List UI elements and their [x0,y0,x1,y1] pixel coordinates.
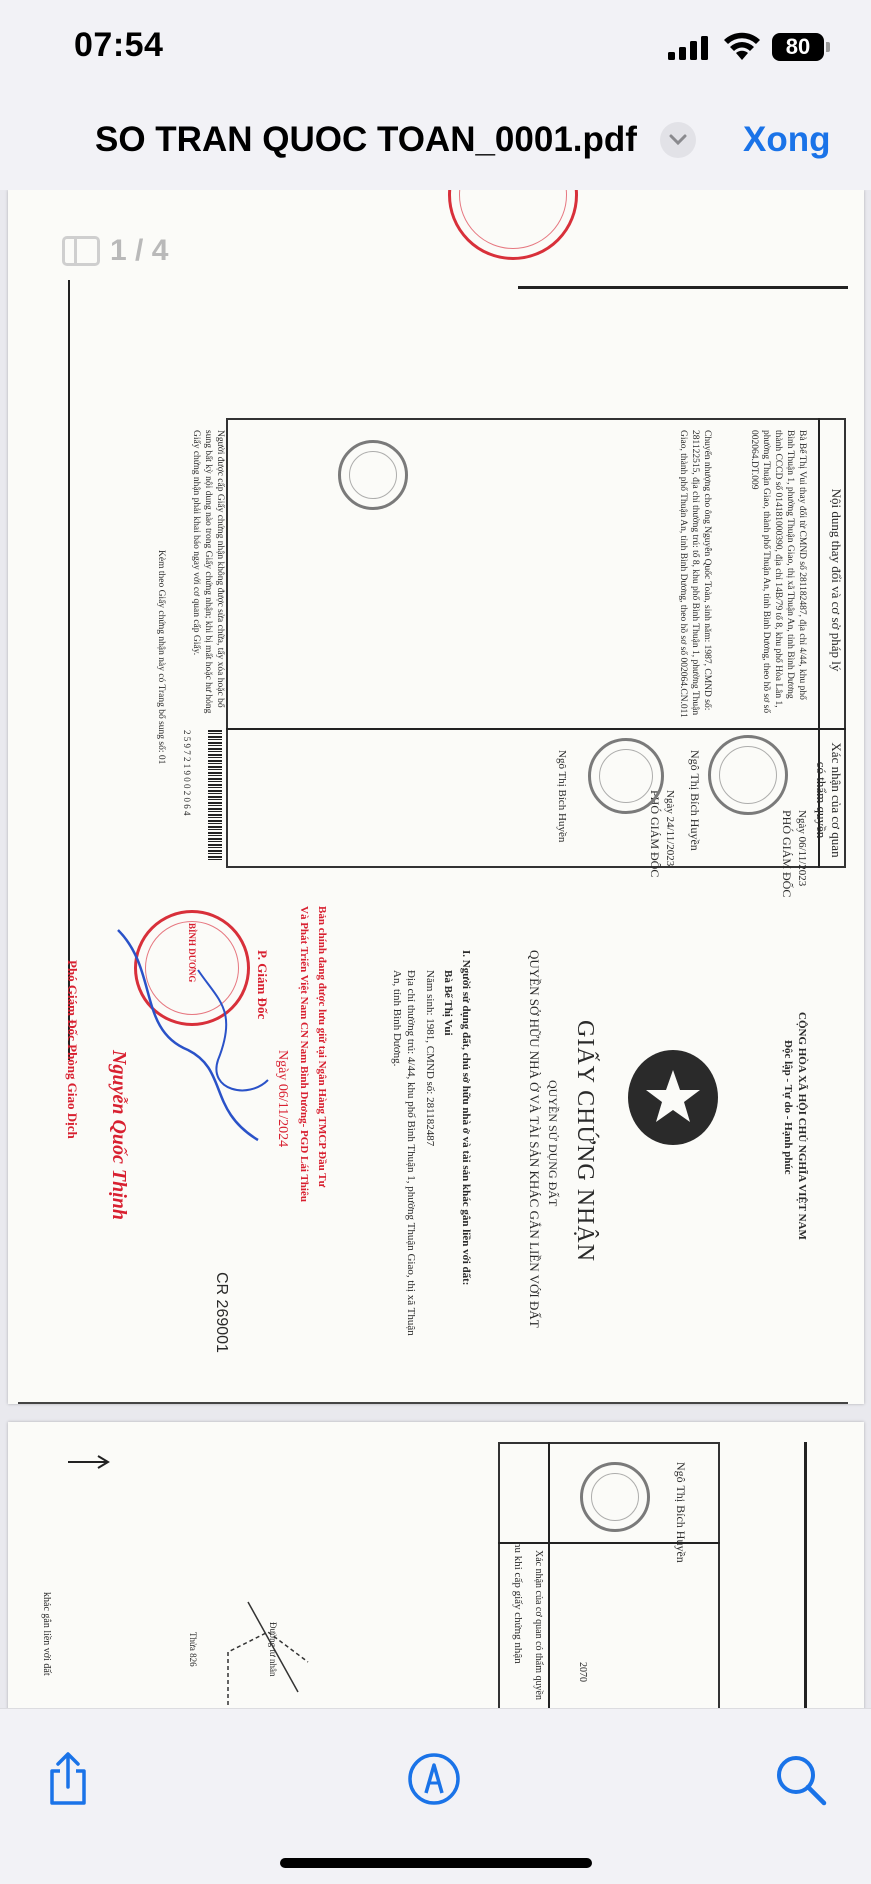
page2-road: Đường tư nhân [268,1622,278,1677]
page2-left-text: khác gắn liền với đất [41,1592,52,1676]
change-text-2: Chuyển nhượng cho ông Nguyễn Quốc Toàn, sinh năm: 1987, CMND số: 281122515, địa chỉ thường trú: tổ 8, khu phố Bình Thuận 1, phường Thuận Giao, thành phố Thuận An, tỉnh Bình Dương, theo hồ sơ số 002064.CN.011 [678,430,712,718]
page2-year: 2070 [577,1662,588,1682]
north-arrow [68,1452,118,1472]
pdf-page-2[interactable] [8,1422,864,1708]
owner-info: Năm sinh: 1981, CMND số: 281182487 [424,970,436,1147]
approval-signer-2: Ngô Thị Bích Huyền [556,750,568,843]
share-icon [38,1749,98,1809]
small-seal [338,440,408,510]
owner-name: Bà Bế Thị Vui [442,970,454,1036]
page2-heading: nu khi cấp giấy chứng nhận [512,1542,524,1664]
parcel-diagram [208,1582,328,1708]
bank-date: Ngày 06/11/2024 [275,1050,290,1148]
scan-edge-line [18,1402,848,1404]
nav-bar [0,96,871,188]
owner-address: Địa chỉ thường trú: 4/44, khu phố Bình Thuận 1, phường Thuận Giao, thị xã Thuận An, tỉnh Bình Dương. [391,970,417,1336]
home-indicator[interactable] [280,1858,592,1868]
motto-header: Độc lập - Tự do - Hạnh phúc [782,1040,794,1175]
pdf-page-1[interactable] [8,190,864,1404]
scan-edge-line [518,286,848,289]
approval-seal-2 [588,738,664,814]
table-col1-header: Nội dung thay đổi và cơ sở pháp lý [829,488,844,672]
bank-text-2: Và Phát Triển Việt Nam CN Nam Bình Dương- PGD Lái Thiêu [298,906,310,1202]
north-arrow-icon [68,1452,118,1472]
cellular-signal-icon [668,36,710,60]
status-time: 07:54 [74,26,164,64]
bank-role: P. Giám Đốc [255,950,270,1020]
bank-signer-title: Phó Giám Đốc Phòng Giao Dịch [65,960,80,1139]
search-button[interactable] [770,1749,830,1809]
star-icon [628,1050,718,1145]
search-icon [770,1749,830,1809]
approval-seal-1 [708,735,788,815]
bank-text-1: Bản chính đang được lưu giữ tại Ngân Hàng TMCP Đầu Tư [316,906,328,1188]
cert-title: GIẤY CHỨNG NHẬN [572,1020,598,1263]
barcode [208,730,222,860]
approval-role-2: PHÓ GIÁM ĐỐC [648,790,662,878]
markup-button[interactable] [404,1749,464,1809]
handwritten-signature [98,910,278,1150]
owner-heading: I. Người sử dụng đất, chủ sở hữu nhà ở và tài sản khác gắn liền với đất: [460,950,472,1286]
title-menu-button[interactable] [660,122,696,158]
scan-edge-line [68,280,70,1060]
note-text: Người được cấp Giấy chứng nhận không được sửa chữa, tẩy xóa hoặc bổ sung bất kỳ nội dung nào trong Giấy chứng nhận; khi bị mất hoặc hư hỏng Giấy chứng nhận phải khai báo ngay với cơ quan cấp Giấy. [191,430,225,714]
cert-sub1: QUYỀN SỬ DỤNG ĐẤT [546,1080,560,1207]
battery-indicator: 80 [772,33,824,61]
bank-seal-text: BÌNH DƯƠNG [187,923,197,983]
status-bar [0,0,871,96]
page2-seal [580,1462,650,1532]
done-button[interactable]: Xong [743,120,831,159]
cert-sub2: QUYỀN SỞ HỮU NHÀ Ở VÀ TÀI SẢN KHÁC GẮN LIỀN VỚI ĐẤT [527,950,542,1328]
battery-cap [826,42,830,52]
sidebar-icon [62,236,100,266]
national-emblem [628,1050,718,1145]
page2-edge-line [804,1442,807,1708]
share-button[interactable] [38,1749,98,1809]
pdf-viewport[interactable] [0,190,871,1708]
document-title[interactable]: SO TRAN QUOC TOAN_0001.pdf [95,120,637,159]
republic-header: CỘNG HÒA XÃ HỘI CHỦ NGHĨA VIỆT NAM [796,1012,808,1240]
red-seal-stamp [448,190,578,260]
page2-parcel: Thửa 826 [188,1632,198,1667]
markup-icon [404,1749,464,1809]
approval-signer-1: Ngô Thị Bích Huyền [688,750,702,851]
page-indicator[interactable] [62,234,168,268]
attach-text: Kèm theo Giấy chứng nhận này có Trang bổ sung số: 01 [156,550,166,765]
bank-signer: Nguyễn Quốc Thịnh [108,1050,130,1221]
approval-date-2: Ngày 24/11/2023 [664,790,676,867]
approval-date-1: Ngày 06/11/2023 [796,810,808,887]
wifi-icon [722,30,762,62]
page2-column: Xác nhận của cơ quan có thẩm quyền [533,1550,544,1700]
barcode-number: 2 5 9 7 2 1 9 0 0 2 0 6 4 [182,730,192,816]
table-divider [226,728,846,730]
approval-role-1: PHÓ GIÁM ĐỐC [780,810,794,898]
page2-table-divider [548,1442,550,1708]
chevron-down-icon [669,134,687,146]
page-indicator-label: 1 / 4 [110,234,169,267]
change-text-1: Bà Bế Thị Vui thay đổi từ CMND số 281182487, địa chỉ 4/44, khu phố Bình Thuận 1, phường Thuận Giao, thị xã Thuận An, tỉnh Bình Dương thành CCCD số 014181000390, địa chỉ 14B/79 tổ 8, khu phố Hòa Lân 1, phường Thuận Giao, thành phố Thuận An, tỉnh Bình Dương, theo hồ sơ số 002064.DT.009 [749,430,807,714]
serial-number: CR 269001 [213,1272,230,1353]
page2-signer: Ngô Thị Bích Huyền [674,1462,688,1563]
table-col2-header: Xác nhận của cơ quan có thẩm quyền [814,742,844,858]
